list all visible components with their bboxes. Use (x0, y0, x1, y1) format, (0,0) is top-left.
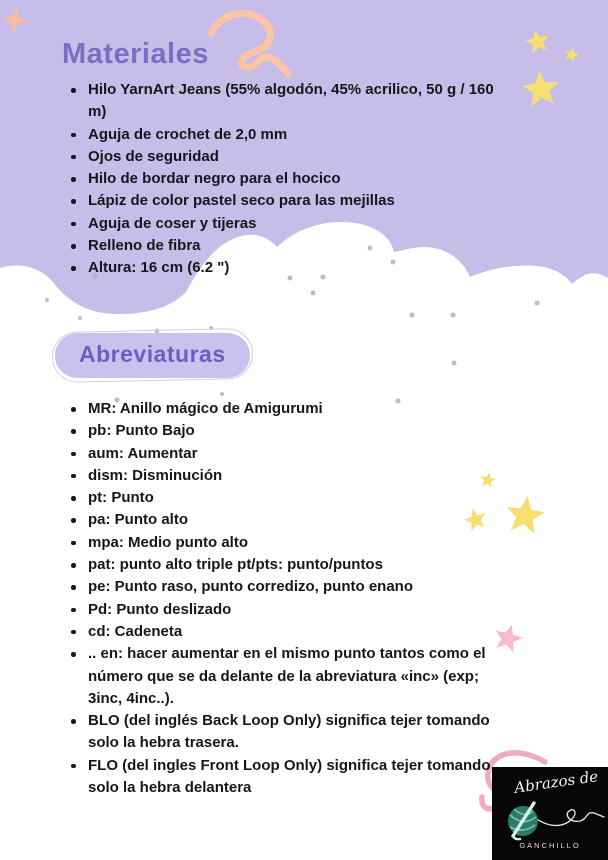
abbreviation-item: MR: Anillo mágico de Amigurumi (58, 398, 510, 420)
materials-list (58, 79, 498, 280)
abbreviation-item: cd: Cadeneta (58, 621, 510, 643)
materials-item: Hilo YarnArt Jeans (55% algodón, 45% acrilico, 50 g / 160 m) (58, 79, 498, 124)
logo-caption: GANCHILLO (519, 841, 581, 850)
abbreviations-heading: Abreviaturas (79, 341, 226, 367)
brand-logo (492, 767, 608, 860)
abbreviation-item: pa: Punto alto (58, 509, 510, 531)
abbreviation-item: pt: Punto (58, 487, 510, 509)
materials-item: Aguja de crochet de 2,0 mm (58, 124, 498, 146)
abbreviation-item: mpa: Medio punto alto (58, 532, 510, 554)
abbreviation-item: aum: Aumentar (58, 443, 510, 465)
abbreviation-item: BLO (del inglés Back Loop Only) significa tejer tomando solo la hebra trasera. (58, 710, 510, 755)
materials-item: Lápiz de color pastel seco para las mejillas (58, 190, 498, 212)
materials-item: Ojos de seguridad (58, 146, 498, 168)
logo-script-text: Abrazos de (513, 767, 600, 797)
abbreviation-item: pb: Punto Bajo (58, 420, 510, 442)
abbreviations-list (58, 398, 510, 799)
abbreviation-item: pat: punto alto triple pt/pts: punto/puntos (58, 554, 510, 576)
abbreviation-item: pe: Punto raso, punto corredizo, punto enano (58, 576, 510, 598)
abbreviation-item: dism: Disminución (58, 465, 510, 487)
materials-item: Hilo de bordar negro para el hocico (58, 168, 498, 190)
abbreviations-heading-pill (55, 333, 250, 378)
materials-item: Aguja de coser y tijeras (58, 213, 498, 235)
materials-item: Relleno de fibra (58, 235, 498, 257)
abbreviation-item: Pd: Punto deslizado (58, 599, 510, 621)
materials-item: Altura: 16 cm (6.2 ") (58, 257, 498, 279)
abbreviation-item: FLO (del ingles Front Loop Only) significa tejer tomando solo la hebra delantera (58, 755, 510, 800)
abbreviation-item: .. en: hacer aumentar en el mismo punto tantos como el número que se da delante de la abreviatura «inc» (exp; 3inc, 4inc..). (58, 643, 510, 710)
materials-heading: Materiales (62, 38, 209, 70)
